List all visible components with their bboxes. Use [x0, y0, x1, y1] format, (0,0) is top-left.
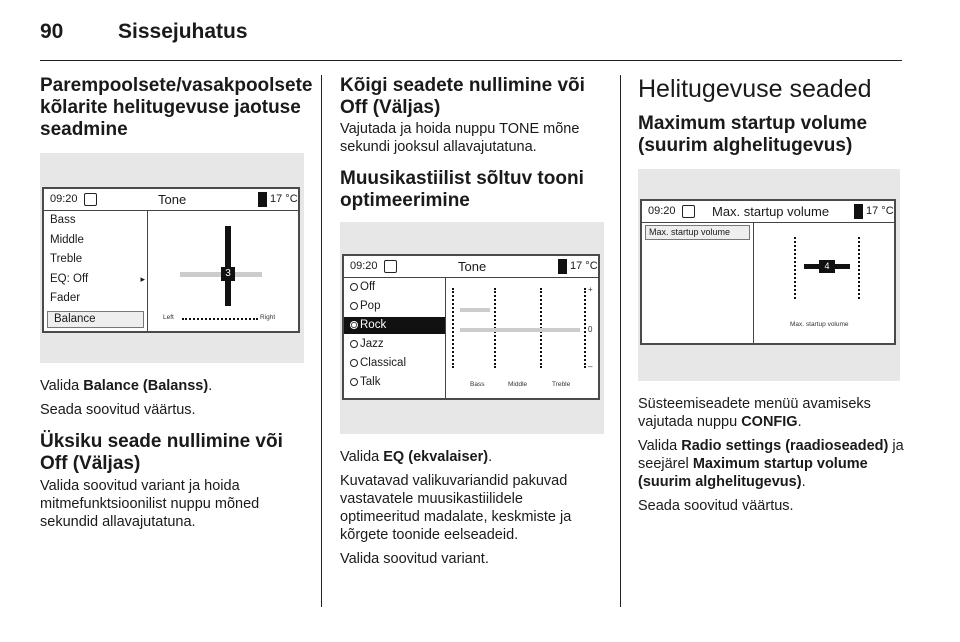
text: Vajutada ja hoida nuppu — [340, 121, 500, 137]
left-label: Left — [163, 314, 174, 321]
header-divider — [40, 60, 902, 61]
paragraph: Valida soovitud variant ja hoida mitmefunktsioonilist nuppu mõned sekundid allavajutatuna. — [40, 478, 260, 530]
paragraph: Seada soovitud väärtus. — [40, 402, 196, 418]
bold-term: Radio settings (raadioseaded) — [681, 438, 889, 454]
radio-selected-icon — [350, 321, 358, 329]
balance-screen — [42, 187, 300, 333]
section-title: Sissejuhatus — [118, 20, 248, 43]
menu-item-middle[interactable]: Middle — [50, 233, 84, 246]
text: . — [208, 378, 213, 394]
text: Süsteemiseadete menüü avamiseks vajutada nuppu — [638, 396, 871, 430]
eq-menu — [344, 278, 446, 398]
eq-scale-treble — [584, 288, 586, 368]
paragraph — [638, 395, 908, 431]
bold-term: Maximum startup volume (suurim alghelitugevus) — [638, 456, 868, 490]
text: mõne sekundi jooksul allavajutatuna. — [340, 121, 580, 155]
volume-scale-right — [858, 237, 860, 299]
screen-title: Max. startup volume — [712, 204, 830, 219]
eq-option-off[interactable] — [344, 278, 445, 297]
screen-title: Tone — [158, 192, 187, 207]
paragraph: Kuvatavad valikuvariandid pakuvad vastavatele muusikastiilidele optimeeritud madalate, keskmiste ja kõrgete toonide eelseadeid. — [340, 473, 572, 543]
eq-screen — [342, 254, 600, 400]
text: Valida — [638, 438, 682, 454]
clock-time: 09:20 — [648, 205, 676, 217]
music-style-heading: Muusikastiilist sõltuv tooni optimeerimine — [340, 168, 584, 211]
column-1 — [40, 75, 313, 531]
page-number: 90 — [40, 20, 64, 43]
volume-settings-heading: Helitugevuse seaded — [638, 75, 872, 103]
max-volume-screenshot — [638, 169, 900, 381]
tone-menu — [44, 211, 148, 331]
max-volume-screen — [640, 199, 896, 345]
clock-icon — [384, 260, 397, 273]
menu-item-balance[interactable]: Balance — [47, 311, 144, 328]
eq-option-jazz[interactable] — [344, 335, 445, 354]
balance-bar — [225, 226, 231, 306]
plus-label: + — [588, 285, 593, 294]
temperature: 17 °C — [866, 205, 894, 217]
radio-icon — [350, 359, 358, 367]
phone-icon — [258, 192, 267, 207]
bold-term: CONFIG — [741, 414, 798, 430]
text: Valida — [340, 449, 384, 465]
bass-level — [460, 308, 490, 312]
eq-option-label: Jazz — [360, 338, 384, 350]
volume-menu — [642, 223, 754, 343]
reset-single-heading: Üksiku seade nullimine või Off (Väljas) — [40, 431, 283, 474]
radio-icon — [350, 378, 358, 386]
volume-scale-left — [794, 237, 796, 299]
temperature: 17 °C — [570, 260, 598, 272]
radio-icon — [350, 283, 358, 291]
temperature: 17 °C — [270, 193, 298, 205]
phone-icon — [558, 259, 567, 274]
eq-option-label: Off — [360, 281, 376, 293]
column-divider-2 — [620, 75, 621, 607]
eq-option-pop[interactable] — [344, 297, 445, 316]
paragraph — [340, 120, 604, 156]
clock-time: 09:20 — [50, 193, 78, 205]
zero-label: 0 — [588, 325, 593, 334]
volume-caption: Max. startup volume — [790, 321, 849, 328]
eq-option-label: Classical — [360, 357, 407, 369]
text: . — [488, 449, 493, 465]
chevron-right-icon: ▸ — [140, 273, 145, 284]
paragraph — [340, 448, 604, 466]
middle-label: Middle — [508, 381, 528, 388]
max-startup-heading: Maximum startup volume (suurim alghelitugevus) — [638, 113, 868, 156]
eq-option-rock[interactable] — [344, 317, 445, 334]
eq-option-label: Rock — [360, 319, 387, 331]
button-name: TONE — [499, 121, 540, 137]
column-divider-1 — [321, 75, 322, 607]
right-label: Right — [260, 314, 276, 321]
clock-icon — [682, 205, 695, 218]
bass-label: Bass — [470, 381, 485, 388]
volume-value: 4 — [819, 260, 835, 273]
menu-item-max-startup-volume[interactable]: Max. startup volume — [645, 225, 750, 240]
treble-label: Treble — [552, 381, 571, 388]
clock-time: 09:20 — [350, 260, 378, 272]
eq-zero-line — [460, 328, 580, 332]
eq-screenshot — [340, 222, 604, 434]
minus-label: – — [588, 362, 593, 371]
paragraph: Seada soovitud väärtus. — [638, 498, 794, 514]
eq-scale-left — [452, 288, 454, 368]
paragraph — [40, 377, 304, 395]
status-bar — [344, 256, 598, 278]
column-2 — [340, 75, 604, 568]
screen-title: Tone — [458, 259, 487, 274]
reset-all-heading: Kõigi seadete nullimine või Off (Väljas) — [340, 75, 585, 118]
eq-option-label: Talk — [360, 376, 381, 388]
balance-scale — [182, 318, 258, 320]
text: . — [797, 414, 802, 430]
eq-option-label: Pop — [360, 300, 381, 312]
menu-item-bass[interactable]: Bass — [50, 214, 76, 226]
text: Valida — [40, 378, 84, 394]
eq-option-talk[interactable] — [344, 373, 445, 392]
radio-icon — [350, 302, 358, 310]
eq-option-classical[interactable] — [344, 354, 445, 373]
clock-icon — [84, 193, 97, 206]
menu-item-eq[interactable] — [44, 270, 147, 290]
paragraph: Valida soovitud variant. — [340, 551, 489, 567]
bold-term: Balance (Balanss) — [83, 378, 209, 394]
radio-icon — [350, 340, 358, 348]
balance-heading: Parempoolsete/vasakpoolsete kõlarite helitugevuse jaotuse seadmine — [40, 75, 313, 140]
phone-icon — [854, 204, 863, 219]
status-bar — [44, 189, 298, 211]
page-header — [40, 20, 920, 60]
paragraph — [638, 437, 908, 491]
balance-value: 3 — [221, 267, 235, 281]
bold-term: EQ (ekvalaiser) — [383, 449, 489, 465]
balance-screenshot — [40, 153, 304, 363]
menu-item-treble[interactable]: Treble — [50, 253, 83, 265]
text: . — [801, 474, 806, 490]
status-bar — [642, 201, 894, 223]
menu-item-eq-label: EQ: Off — [50, 272, 89, 285]
text: ja seejärel — [638, 438, 904, 472]
column-3 — [638, 75, 908, 515]
menu-item-fader[interactable]: Fader — [50, 292, 81, 304]
